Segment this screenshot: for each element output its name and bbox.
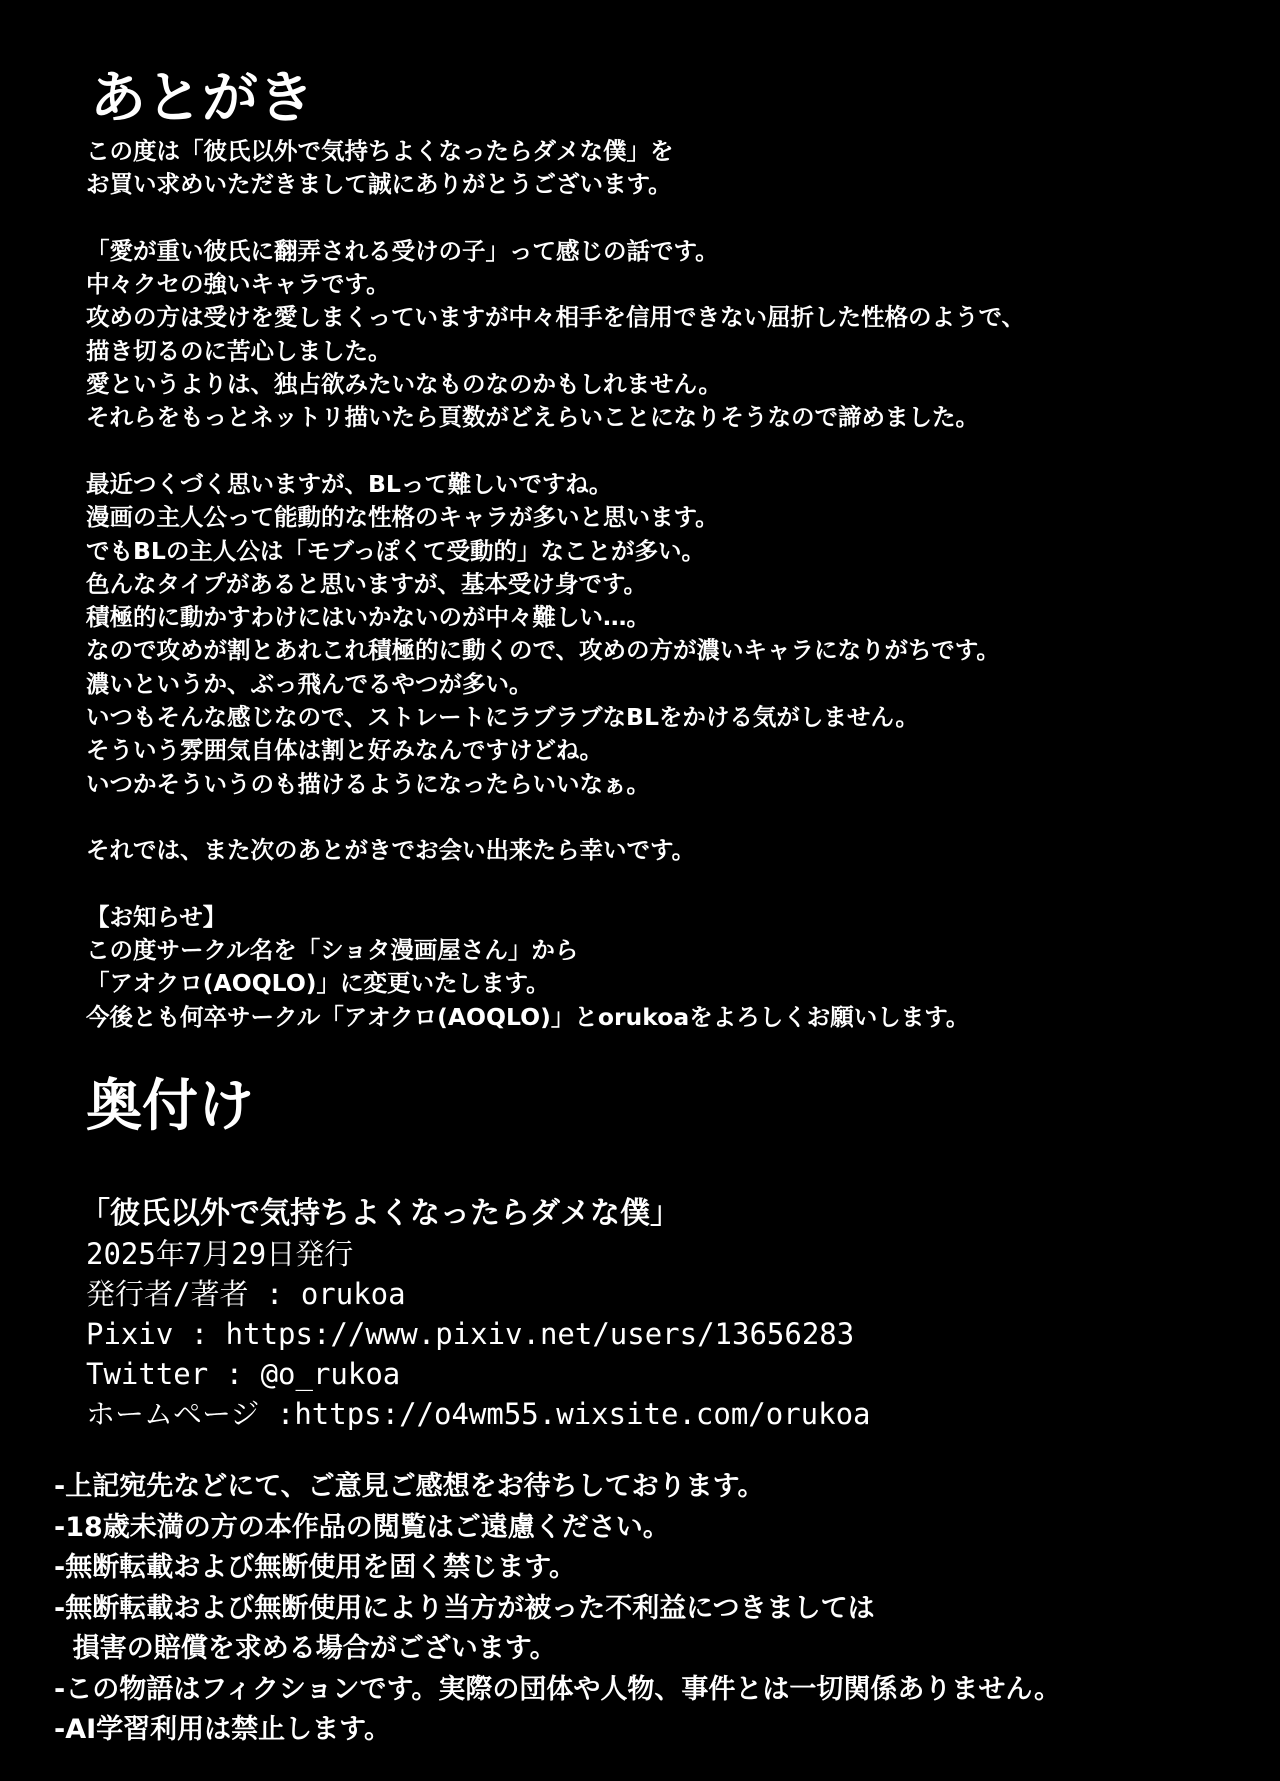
note-item: -18歳未満の方の本作品の閲覧はご遠慮ください。 [54,1511,670,1543]
afterword-line: 描き切るのに苦心しました。 [86,336,392,365]
twitter-handle: Twitter : @o_rukoa [86,1357,401,1391]
afterword-line: この度サークル名を「ショタ漫画屋さん」から [86,936,579,965]
note-item: -AI学習利用は禁止します。 [54,1714,391,1745]
afterword-line: 漫画の主人公って能動的な性格のキャラが多いと思います。 [86,503,719,532]
afterword-body [86,135,1025,1034]
afterword-line: いつかそういうのも描けるようになったらいいなぁ。 [86,769,650,798]
author-line: 発行者/著者 : orukoa [86,1277,406,1311]
afterword-line: 最近つくづく思いますが、BLって難しいですね。 [86,469,613,498]
note-item: -無断転載および無断使用を固く禁じます。 [54,1552,577,1583]
note-item: -上記宛先などにて、ご意見ご感想をお待ちしております。 [54,1471,765,1502]
homepage-link: ホームページ :https://o4wm55.wixsite.com/orukoa [86,1397,871,1431]
notice-heading: 【お知らせ】 [86,902,227,931]
afterword-line: なので攻めが割とあれこれ積極的に動くので、攻めの方が濃いキャラになりがちです。 [86,636,1000,665]
afterword-line: 積極的に動かすわけにはいかないのが中々難しい…。 [86,603,650,632]
publication-date: 2025年7月29日発行 [86,1237,354,1271]
afterword-line: 中々クセの強いキャラです。 [86,270,390,299]
afterword-line: この度は「彼氏以外で気持ちよくなったらダメな僕」を [86,137,674,165]
colophon-block [80,1194,871,1434]
afterword-heading: あとがき [90,65,314,131]
note-item: -この物語はフィクションです。実際の団体や人物、事件とは一切関係ありません。 [54,1673,1061,1705]
afterword-line: 「アオクロ(AOQLO)」に変更いたします。 [86,969,550,998]
book-title: 「彼氏以外で気持ちよくなったらダメな僕」 [80,1196,680,1231]
notes-list [54,1467,1061,1751]
note-item: -無断転載および無断使用により当方が被った不利益につきましては [54,1592,875,1624]
afterword-line: 濃いというか、ぶっ飛んでるやつが多い。 [86,669,533,698]
pixiv-link: Pixiv : https://www.pixiv.net/users/13656283 [86,1317,855,1351]
afterword-line: お買い求めいただきまして誠にありがとうございます。 [86,170,672,199]
paragraph-gap [86,202,1025,235]
afterword-line: それらをもっとネットリ描いたら頁数がどえらいことになりそうなので諦めました。 [86,403,979,432]
afterword-line: いつもそんな感じなので、ストレートにラブラブなBLをかける気がしません。 [86,703,919,732]
afterword-line: それでは、また次のあとがきでお会い出来たら幸いです。 [86,836,696,865]
afterword-line: でもBLの主人公は「モブっぽくて受動的」なことが多い。 [86,536,705,565]
note-item: 損害の賠償を求める場合がございます。 [54,1633,557,1664]
paragraph-gap [86,868,1025,901]
afterword-line: 「愛が重い彼氏に翻弄される受けの子」って感じの話です。 [86,236,719,265]
paragraph-gap [86,801,1025,834]
afterword-line: そういう雰囲気自体は割と好みなんですけどね。 [86,736,603,765]
afterword-line: 色んなタイプがあると思いますが、基本受け身です。 [86,569,647,598]
afterword-line: 今後とも何卒サークル「アオクロ(AOQLO)」とorukoaをよろしくお願いします。 [86,1002,970,1031]
afterword-line: 攻めの方は受けを愛しまくっていますが中々相手を信用できない屈折した性格のようで、 [86,303,1026,332]
colophon-heading: 奥付け [86,1073,254,1139]
afterword-line: 愛というよりは、独占欲みたいなものなのかもしれません。 [86,370,722,399]
paragraph-gap [86,435,1025,468]
